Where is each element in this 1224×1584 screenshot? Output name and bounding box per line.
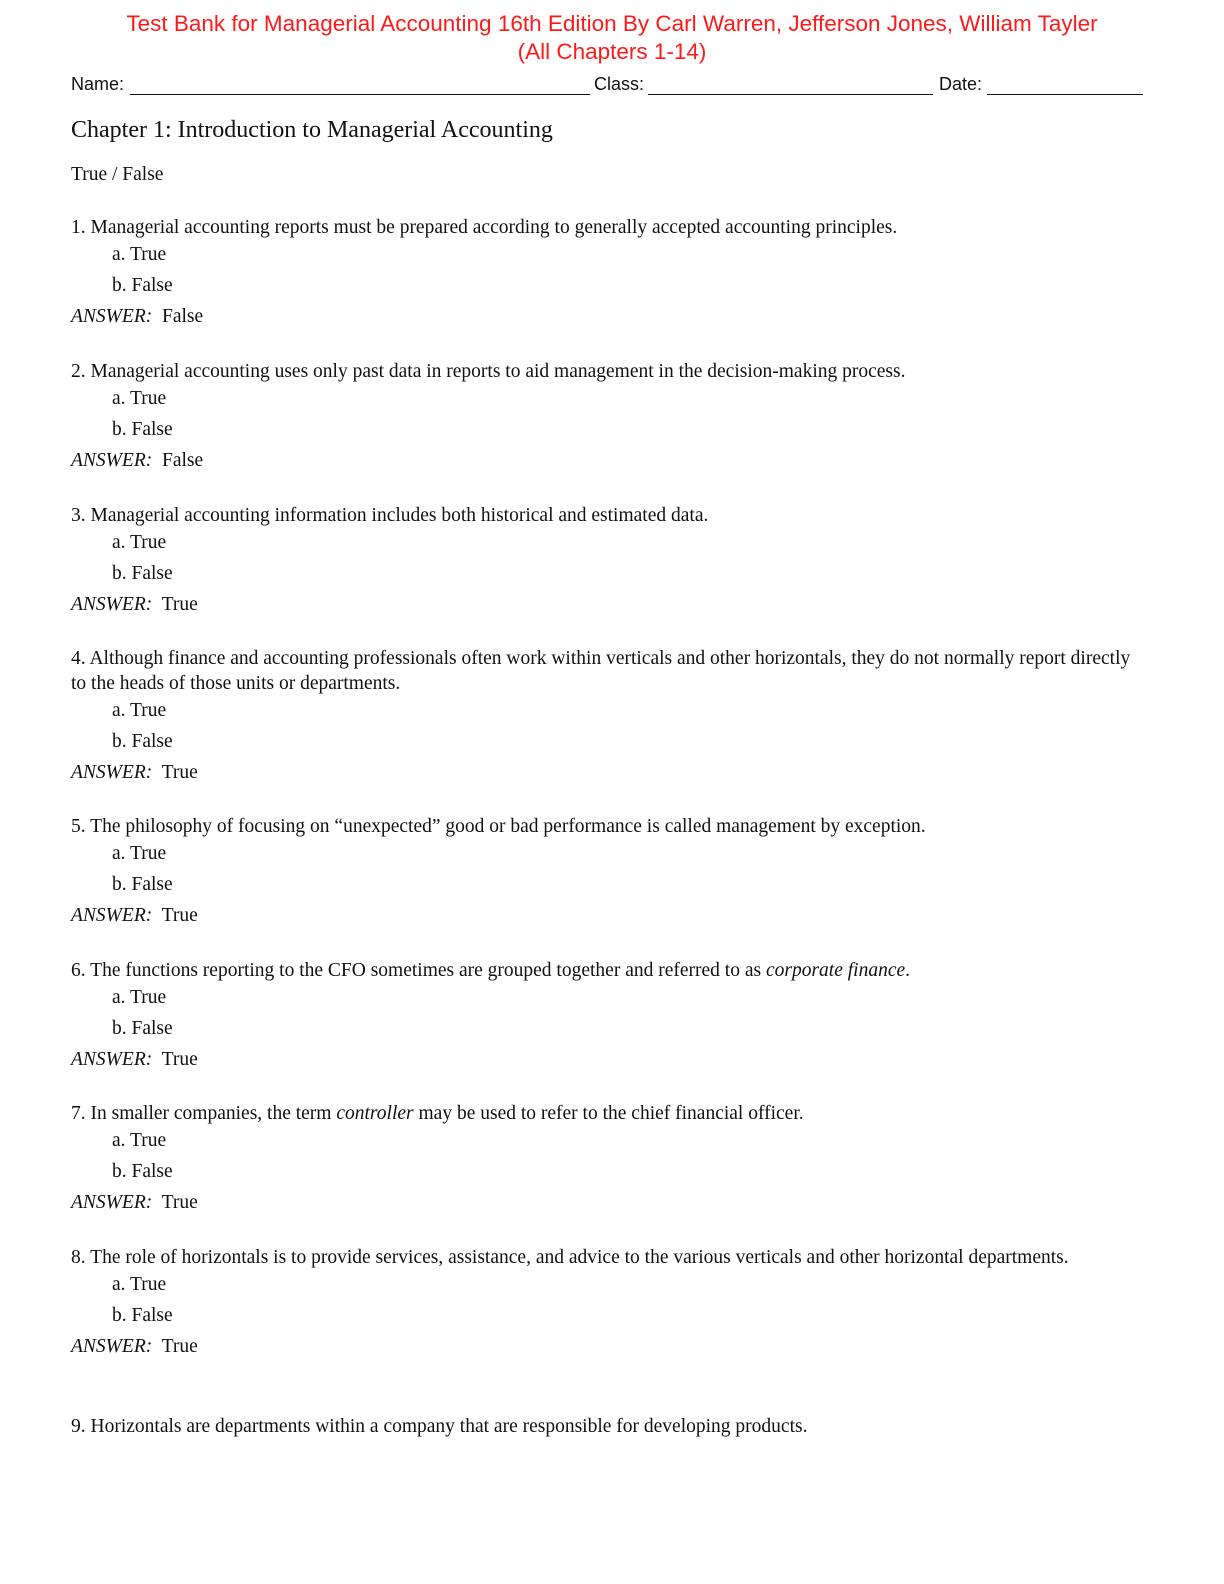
option-b: b. False [112, 1160, 173, 1182]
question-number: 5. [71, 816, 86, 837]
option-b: b. False [112, 418, 173, 440]
question-number: 7. [71, 1103, 86, 1124]
chapter-title: Chapter 1: Introduction to Managerial Accounting [71, 117, 553, 143]
question-body: Horizontals are departments within a company that are responsible for developing products. [90, 1416, 808, 1437]
answer-label: ANSWER: [71, 594, 153, 615]
answer-label: ANSWER: [71, 1336, 153, 1357]
question-1 [71, 215, 1146, 332]
question-body: Managerial accounting reports must be prepared according to generally accepted accounting principles. [90, 217, 898, 238]
question-text [71, 359, 1143, 384]
option-b: b. False [112, 562, 173, 584]
option-b: b. False [112, 274, 173, 296]
option-b: b. False [112, 1304, 173, 1326]
question-body: Managerial accounting uses only past data in reports to aid management in the decision-making process. [90, 361, 906, 382]
question-6 [71, 958, 1146, 1075]
question-4 [71, 646, 1146, 788]
section-title: True / False [71, 164, 164, 185]
answer-line [71, 900, 1146, 931]
question-number: 6. [71, 960, 86, 981]
answer-label: ANSWER: [71, 762, 153, 783]
answer-value: False [161, 450, 204, 471]
question-text [71, 814, 1143, 839]
question-8 [71, 1245, 1146, 1362]
student-info-fields [71, 72, 1143, 96]
name-field[interactable] [130, 94, 590, 95]
answer-line [71, 757, 1146, 788]
option-a: a. True [112, 1130, 167, 1151]
answer-value: True [161, 1336, 198, 1357]
question-3 [71, 503, 1146, 620]
emphasized-term: corporate finance [765, 960, 906, 981]
question-number: 2. [71, 361, 86, 382]
option-a: a. True [112, 244, 167, 265]
option-a: a. True [112, 843, 167, 864]
question-body: The role of horizontals is to provide services, assistance, and advice to the various verticals and other horizontal departments. [90, 1247, 1069, 1268]
answer-line [71, 301, 1146, 332]
option-a: a. True [112, 987, 167, 1008]
question-text [71, 1101, 1143, 1126]
question-body: Managerial accounting information includes both historical and estimated data. [90, 505, 709, 526]
emphasized-term: controller [336, 1103, 414, 1124]
question-text [71, 215, 1143, 240]
question-body-end: may be used to refer to the chief financial officer. [413, 1103, 804, 1124]
answer-label: ANSWER: [71, 905, 153, 926]
question-number: 9. [71, 1416, 86, 1437]
option-b: b. False [112, 1017, 173, 1039]
question-number: 1. [71, 217, 86, 238]
question-body: Although finance and accounting professionals often work within verticals and other horizontals, they do not normally report directly to the heads of those units or departments. [71, 648, 1131, 694]
answer-value: True [161, 1049, 198, 1070]
document-title-line-2: (All Chapters 1-14) [517, 39, 707, 64]
option-a: a. True [112, 388, 167, 409]
question-text [71, 958, 1143, 983]
document-title [0, 10, 1224, 66]
class-field[interactable] [648, 94, 933, 95]
question-7 [71, 1101, 1146, 1218]
question-5 [71, 814, 1146, 931]
name-label: Name: [71, 74, 125, 94]
question-number: 4. [71, 648, 86, 669]
answer-label: ANSWER: [71, 1192, 153, 1213]
answer-value: True [161, 762, 198, 783]
answer-line [71, 1187, 1146, 1218]
question-2 [71, 359, 1146, 476]
question-text [71, 1414, 1143, 1439]
option-a: a. True [112, 700, 167, 721]
question-text [71, 646, 1143, 696]
answer-label: ANSWER: [71, 306, 153, 327]
question-body: The functions reporting to the CFO sometimes are grouped together and referred to as [90, 960, 766, 981]
answer-label: ANSWER: [71, 1049, 153, 1070]
question-body-end: . [905, 960, 911, 981]
option-a: a. True [112, 1274, 167, 1295]
class-label: Class: [594, 74, 645, 94]
answer-value: False [161, 306, 204, 327]
answer-value: True [161, 905, 198, 926]
question-text [71, 503, 1143, 528]
answer-value: True [161, 1192, 198, 1213]
document-title-line-1: Test Bank for Managerial Accounting 16th Edition By Carl Warren, Jefferson Jones, William Tayler [126, 11, 1098, 36]
question-number: 8. [71, 1247, 86, 1268]
question-text [71, 1245, 1143, 1270]
answer-value: True [161, 594, 198, 615]
option-b: b. False [112, 730, 173, 752]
question-body: The philosophy of focusing on “unexpected” good or bad performance is called management by exception. [90, 816, 926, 837]
date-label: Date: [939, 74, 983, 94]
question-9 [71, 1414, 1146, 1439]
date-field[interactable] [987, 94, 1143, 95]
answer-line [71, 445, 1146, 476]
answer-line [71, 1331, 1146, 1362]
answer-label: ANSWER: [71, 450, 153, 471]
answer-line [71, 589, 1146, 620]
option-b: b. False [112, 873, 173, 895]
question-body: In smaller companies, the term [90, 1103, 337, 1124]
question-number: 3. [71, 505, 86, 526]
option-a: a. True [112, 532, 167, 553]
answer-line [71, 1044, 1146, 1075]
